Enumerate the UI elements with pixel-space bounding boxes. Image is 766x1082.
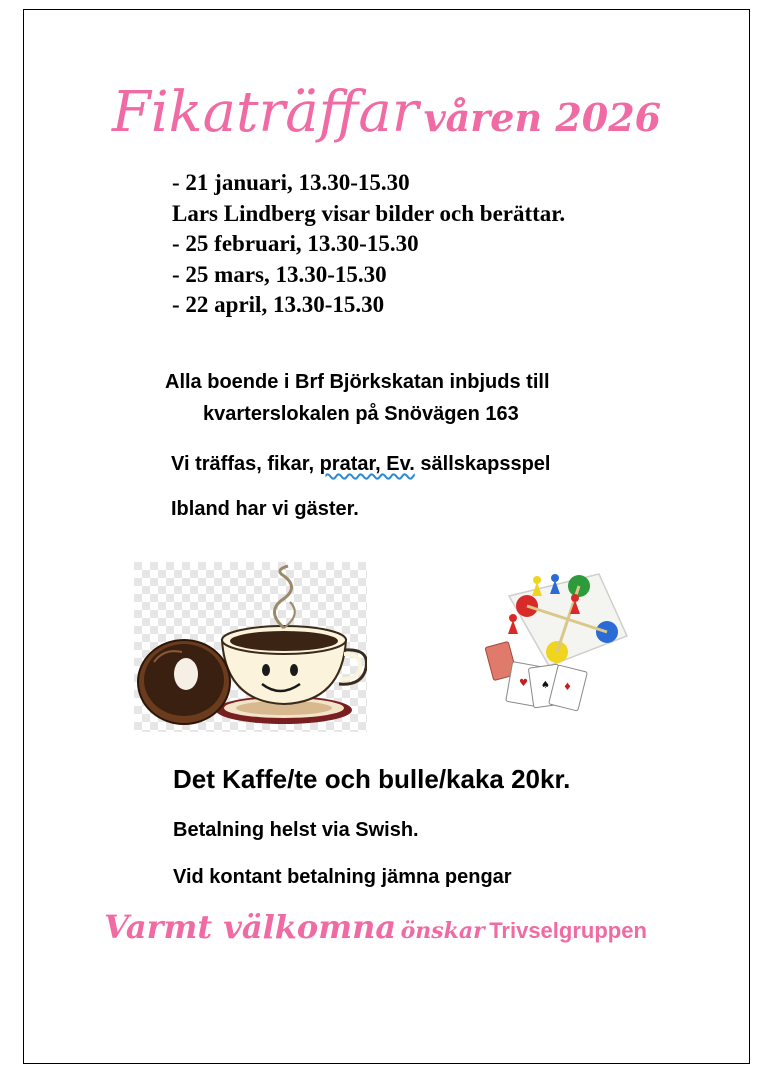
schedule-item: Lars Lindberg visar bilder och berättar. [172,200,566,226]
welcome-group: Trivselgruppen [489,918,647,943]
schedule-item: - 25 mars, 13.30-15.30 [172,261,387,287]
svg-text:♥: ♥ [519,678,528,689]
svg-text:♦: ♦ [563,682,572,693]
schedule-item: - 25 februari, 13.30-15.30 [172,231,419,256]
welcome-line [104,908,647,946]
svg-text:♠: ♠ [541,680,550,691]
price-text: Det Kaffe/te och bulle/kaka 20kr. [173,764,571,794]
page-title [24,80,749,145]
title-sub: våren 2026 [423,95,662,140]
invite-line-3-pre: Vi träffas, fikar, [171,453,320,475]
invite-line-3-post: sällskapsspel [414,453,551,475]
invite-line-1: Alla boende i Brf Björkskatan inbjuds till [165,371,550,393]
title-main: Fikaträffar [111,80,419,145]
schedule-list [172,168,565,321]
flyer-page [23,9,750,1064]
spellcheck-underlined-text: pratar, Ev. [319,453,415,475]
welcome-onskar: önskar [400,918,485,944]
schedule-item: - 22 april, 13.30-15.30 [172,292,385,317]
schedule-item: - 21 januari, 13.30-15.30 [172,170,410,195]
welcome-text: Varmt välkomna [104,908,397,946]
payment-line-2: Vid kontant betalning jämna pengar [173,866,512,888]
payment-line-1: Betalning helst via Swish. [173,819,419,841]
invite-line-4: Ibland har vi gäster. [171,498,359,520]
invite-line-3 [171,453,766,476]
coffee-cup-donut-image [134,562,367,732]
invite-line-2: kvarterslokalen på Snövägen 163 [203,403,519,425]
ludo-board-cards-image [479,566,629,716]
